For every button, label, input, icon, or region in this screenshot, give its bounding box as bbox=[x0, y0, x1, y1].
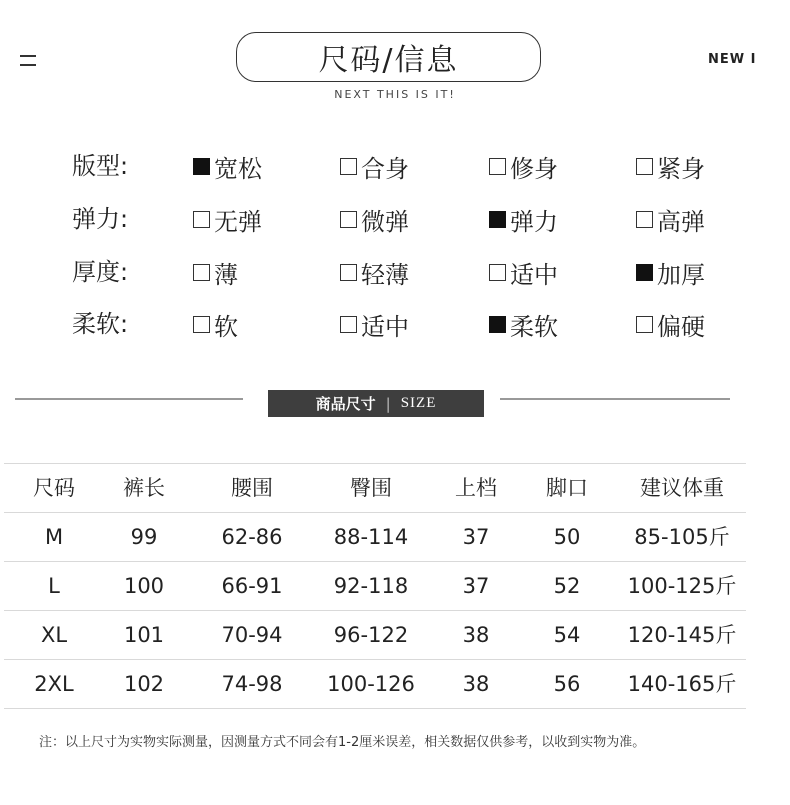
attribute-option bbox=[193, 252, 238, 292]
table-header-cell: 尺码 bbox=[33, 476, 75, 500]
size-banner-separator: | bbox=[385, 394, 391, 413]
attribute-option bbox=[636, 252, 705, 292]
attribute-option-label: 弹力 bbox=[510, 207, 558, 236]
attribute-option-label: 薄 bbox=[214, 260, 238, 289]
checkbox-icon bbox=[340, 211, 357, 228]
checked-box-icon bbox=[193, 158, 210, 175]
table-cell: 102 bbox=[123, 672, 165, 696]
table-cell: M bbox=[44, 525, 64, 549]
table-cell: 100-125斤 bbox=[627, 574, 737, 598]
table-header-cell: 建议体重 bbox=[640, 476, 724, 500]
attribute-option bbox=[489, 304, 558, 344]
attribute-option bbox=[193, 146, 262, 186]
checkbox-icon bbox=[340, 316, 357, 333]
table-cell: 38 bbox=[462, 672, 490, 696]
attribute-row bbox=[0, 304, 750, 344]
table-cell: 50 bbox=[553, 525, 581, 549]
measurement-note: 注：以上尺寸为实物实际测量，因测量方式不同会有1-2厘米误差，相关数据仅供参考，以收到实物为准。 bbox=[39, 735, 646, 750]
checkbox-icon bbox=[636, 211, 653, 228]
table-cell: 85-105斤 bbox=[634, 525, 730, 549]
table-cell: 37 bbox=[462, 525, 490, 549]
table-header-cell: 上档 bbox=[455, 476, 497, 500]
table-header-cell: 臀围 bbox=[350, 476, 392, 500]
page-subtitle: NEXT THIS IS IT! bbox=[334, 88, 456, 101]
attribute-option bbox=[489, 146, 558, 186]
attribute-option bbox=[340, 146, 409, 186]
attribute-option-label: 加厚 bbox=[657, 260, 705, 289]
attribute-option-label: 修身 bbox=[510, 154, 558, 183]
table-cell: 56 bbox=[553, 672, 581, 696]
attribute-option-label: 偏硬 bbox=[657, 312, 705, 341]
table-row bbox=[4, 659, 746, 709]
table-cell: XL bbox=[40, 623, 68, 647]
checked-box-icon bbox=[489, 211, 506, 228]
attribute-option-label: 适中 bbox=[510, 260, 558, 289]
table-cell: 54 bbox=[553, 623, 581, 647]
attribute-option bbox=[193, 199, 262, 239]
attribute-option-label: 微弹 bbox=[361, 207, 409, 236]
menu-icon[interactable] bbox=[20, 52, 36, 68]
table-row bbox=[4, 512, 746, 561]
attribute-row bbox=[0, 199, 750, 239]
attribute-option-label: 无弹 bbox=[214, 207, 262, 236]
table-header bbox=[4, 463, 746, 512]
attribute-option-label: 适中 bbox=[361, 312, 409, 341]
table-cell: 70-94 bbox=[221, 623, 283, 647]
checkbox-icon bbox=[636, 158, 653, 175]
table-cell: 38 bbox=[462, 623, 490, 647]
attribute-option-label: 软 bbox=[214, 312, 238, 341]
table-cell: 140-165斤 bbox=[627, 672, 737, 696]
checkbox-icon bbox=[636, 316, 653, 333]
table-cell: 101 bbox=[123, 623, 165, 647]
table-cell: 92-118 bbox=[333, 574, 409, 598]
table-row bbox=[4, 610, 746, 659]
checkbox-icon bbox=[489, 264, 506, 281]
checkbox-icon bbox=[340, 264, 357, 281]
checkbox-icon bbox=[193, 211, 210, 228]
table-cell: 88-114 bbox=[333, 525, 409, 549]
table-row bbox=[4, 561, 746, 610]
attribute-option bbox=[489, 252, 558, 292]
attribute-row bbox=[0, 252, 750, 292]
divider-left bbox=[15, 398, 243, 400]
attribute-option-label: 紧身 bbox=[657, 154, 705, 183]
attribute-option-label: 高弹 bbox=[657, 207, 705, 236]
size-table bbox=[4, 463, 746, 709]
table-cell: 100 bbox=[123, 574, 165, 598]
table-cell: 120-145斤 bbox=[627, 623, 737, 647]
table-cell: 74-98 bbox=[221, 672, 283, 696]
attribute-label: 版型: bbox=[72, 152, 129, 180]
table-header-cell: 裤长 bbox=[123, 476, 165, 500]
attribute-option-label: 合身 bbox=[361, 154, 409, 183]
attribute-option bbox=[193, 304, 238, 344]
size-banner-cn: 商品尺寸 bbox=[315, 395, 376, 413]
attribute-option bbox=[340, 199, 409, 239]
page-title bbox=[236, 32, 541, 82]
checkbox-icon bbox=[489, 158, 506, 175]
attribute-option bbox=[489, 199, 558, 239]
table-header-cell: 脚口 bbox=[546, 476, 588, 500]
table-cell: 52 bbox=[553, 574, 581, 598]
page-title-text: 尺码/信息 bbox=[318, 43, 459, 78]
attribute-option bbox=[636, 146, 705, 186]
table-cell: 37 bbox=[462, 574, 490, 598]
divider-right bbox=[500, 398, 730, 400]
table-cell: L bbox=[48, 574, 60, 598]
checkbox-icon bbox=[193, 264, 210, 281]
attribute-label: 弹力: bbox=[72, 205, 129, 233]
table-cell: 66-91 bbox=[221, 574, 283, 598]
attribute-label: 柔软: bbox=[72, 310, 129, 338]
checkbox-icon bbox=[193, 316, 210, 333]
attribute-option-label: 轻薄 bbox=[361, 260, 409, 289]
size-banner-en: SIZE bbox=[400, 395, 437, 411]
attribute-label: 厚度: bbox=[72, 258, 129, 286]
attribute-option bbox=[636, 304, 705, 344]
table-cell: 100-126 bbox=[327, 672, 415, 696]
size-banner bbox=[268, 390, 484, 417]
attribute-option-label: 柔软 bbox=[510, 312, 558, 341]
attribute-row bbox=[0, 146, 750, 186]
table-header-cell: 腰围 bbox=[231, 476, 273, 500]
checked-box-icon bbox=[636, 264, 653, 281]
new-label: NEW I bbox=[708, 52, 757, 67]
attribute-option bbox=[340, 252, 409, 292]
table-cell: 2XL bbox=[34, 672, 74, 696]
attribute-option-label: 宽松 bbox=[214, 154, 262, 183]
checked-box-icon bbox=[489, 316, 506, 333]
table-cell: 96-122 bbox=[333, 623, 409, 647]
attribute-option bbox=[636, 199, 705, 239]
attribute-option bbox=[340, 304, 409, 344]
table-cell: 62-86 bbox=[221, 525, 283, 549]
table-cell: 99 bbox=[130, 525, 158, 549]
checkbox-icon bbox=[340, 158, 357, 175]
